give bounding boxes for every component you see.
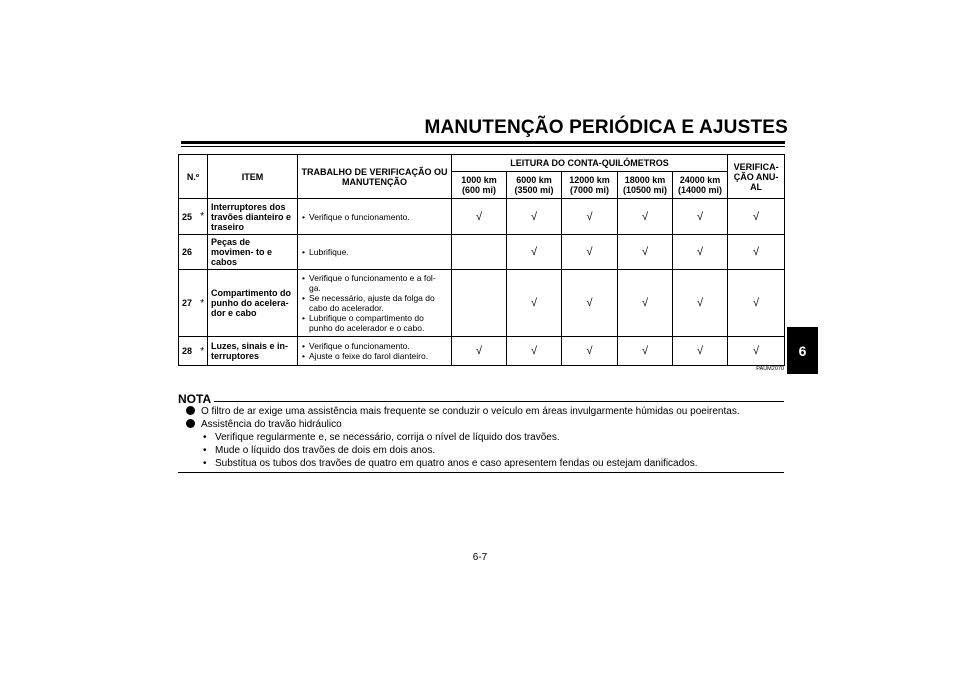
check-cell: √ <box>507 337 562 366</box>
row-work <box>298 270 452 337</box>
page-number: 6-7 <box>472 552 488 563</box>
figure-code: PAUM2070 <box>756 366 784 372</box>
check-cell: √ <box>618 235 673 270</box>
bullet-icon: • <box>203 432 207 443</box>
row-item: Luzes, sinais e in- terruptores <box>208 337 298 366</box>
nota-subtext: Mude o líquido dos travões de dois em dois anos. <box>215 445 436 456</box>
row-number: 26 <box>179 235 198 270</box>
check-cell: √ <box>562 235 618 270</box>
check-cell: √ <box>618 199 673 235</box>
row-star <box>198 235 208 270</box>
row-number: 27 <box>179 270 198 337</box>
bullet-icon: • <box>203 445 207 456</box>
check-cell: √ <box>452 199 507 235</box>
header-interval: 24000 km (14000 mi) <box>673 172 728 199</box>
check-cell: √ <box>562 270 618 337</box>
check-cell: √ <box>673 270 728 337</box>
nota-title: NOTA <box>178 392 212 406</box>
nota-subitem <box>178 457 784 470</box>
nota-item <box>178 418 784 431</box>
bullet-icon: • <box>203 458 207 469</box>
table-row <box>179 235 785 270</box>
nota-body <box>178 405 784 470</box>
work-step: • Lubrifique o compartimento do punho do acelerador e o cabo. <box>301 313 449 333</box>
check-cell: √ <box>507 199 562 235</box>
header-interval: 1000 km (600 mi) <box>452 172 507 199</box>
header-odometer: LEITURA DO CONTA-QUILÓMETROS <box>452 155 728 172</box>
bullet-dot-icon <box>186 406 195 415</box>
header-no: N.º <box>179 155 208 199</box>
chapter-tab[interactable]: 6 <box>787 327 818 374</box>
header-item: ITEM <box>208 155 298 199</box>
work-step: • Ajuste o feixe do farol dianteiro. <box>301 351 449 361</box>
title-rule-thin <box>181 146 785 147</box>
work-step: • Verifique o funcionamento e a fol- ga. <box>301 273 449 293</box>
check-cell: √ <box>618 337 673 366</box>
row-item: Peças de movimen- to e cabos <box>208 235 298 270</box>
header-work: TRABALHO DE VERIFICAÇÃO OU MANUTENÇÃO <box>298 155 452 199</box>
work-step: • Verifique o funcionamento. <box>301 212 449 222</box>
page-title: MANUTENÇÃO PERIÓDICA E AJUSTES <box>424 117 788 138</box>
check-cell: √ <box>673 199 728 235</box>
row-work <box>298 199 452 235</box>
row-star: * <box>198 199 208 235</box>
row-number: 28 <box>179 337 198 366</box>
check-cell: √ <box>728 337 785 366</box>
nota-bottom-rule <box>178 472 784 473</box>
check-cell: √ <box>728 199 785 235</box>
check-cell: √ <box>673 337 728 366</box>
check-cell: √ <box>507 270 562 337</box>
check-cell: √ <box>507 235 562 270</box>
row-work <box>298 337 452 366</box>
nota-text: Assistência do travão hidráulico <box>201 419 342 430</box>
nota-subtext: Substitua os tubos dos travões de quatro em quatro anos e caso apresentem fendas ou estejam danificados. <box>215 458 698 469</box>
check-cell <box>452 235 507 270</box>
table-row <box>179 337 785 366</box>
work-step: • Se necessário, ajuste da folga do cabo do acelerador. <box>301 293 449 313</box>
header-interval: 6000 km (3500 mi) <box>507 172 562 199</box>
header-interval: 18000 km (10500 mi) <box>618 172 673 199</box>
bullet-dot-icon <box>186 419 195 428</box>
check-cell <box>452 270 507 337</box>
check-cell: √ <box>562 199 618 235</box>
check-cell: √ <box>618 270 673 337</box>
nota-text: O filtro de ar exige uma assistência mais frequente se conduzir o veículo em áreas invulgarmente húmidas ou poeirentas. <box>201 406 740 417</box>
row-item: Interruptores dos travões dianteiro e traseiro <box>208 199 298 235</box>
check-cell: √ <box>728 235 785 270</box>
header-interval: 12000 km (7000 mi) <box>562 172 618 199</box>
row-work <box>298 235 452 270</box>
row-star: * <box>198 337 208 366</box>
row-item: Compartimento do punho do acelera- dor e cabo <box>208 270 298 337</box>
row-star: * <box>198 270 208 337</box>
row-number: 25 <box>179 199 198 235</box>
check-cell: √ <box>562 337 618 366</box>
check-cell: √ <box>452 337 507 366</box>
nota-subtext: Verifique regularmente e, se necessário, corrija o nível de líquido dos travões. <box>215 432 560 443</box>
check-cell: √ <box>673 235 728 270</box>
table-row <box>179 199 785 235</box>
nota-item <box>178 405 784 418</box>
work-step: • Lubrifique. <box>301 247 449 257</box>
work-step: • Verifique o funcionamento. <box>301 341 449 351</box>
nota-subitem <box>178 431 784 444</box>
check-cell: √ <box>728 270 785 337</box>
header-annual: VERIFICA- ÇÃO ANU- AL <box>728 155 785 199</box>
nota-rule <box>214 401 784 402</box>
title-rule <box>181 141 785 144</box>
table-row <box>179 270 785 337</box>
maintenance-table <box>178 154 785 366</box>
nota-subitem <box>178 444 784 457</box>
